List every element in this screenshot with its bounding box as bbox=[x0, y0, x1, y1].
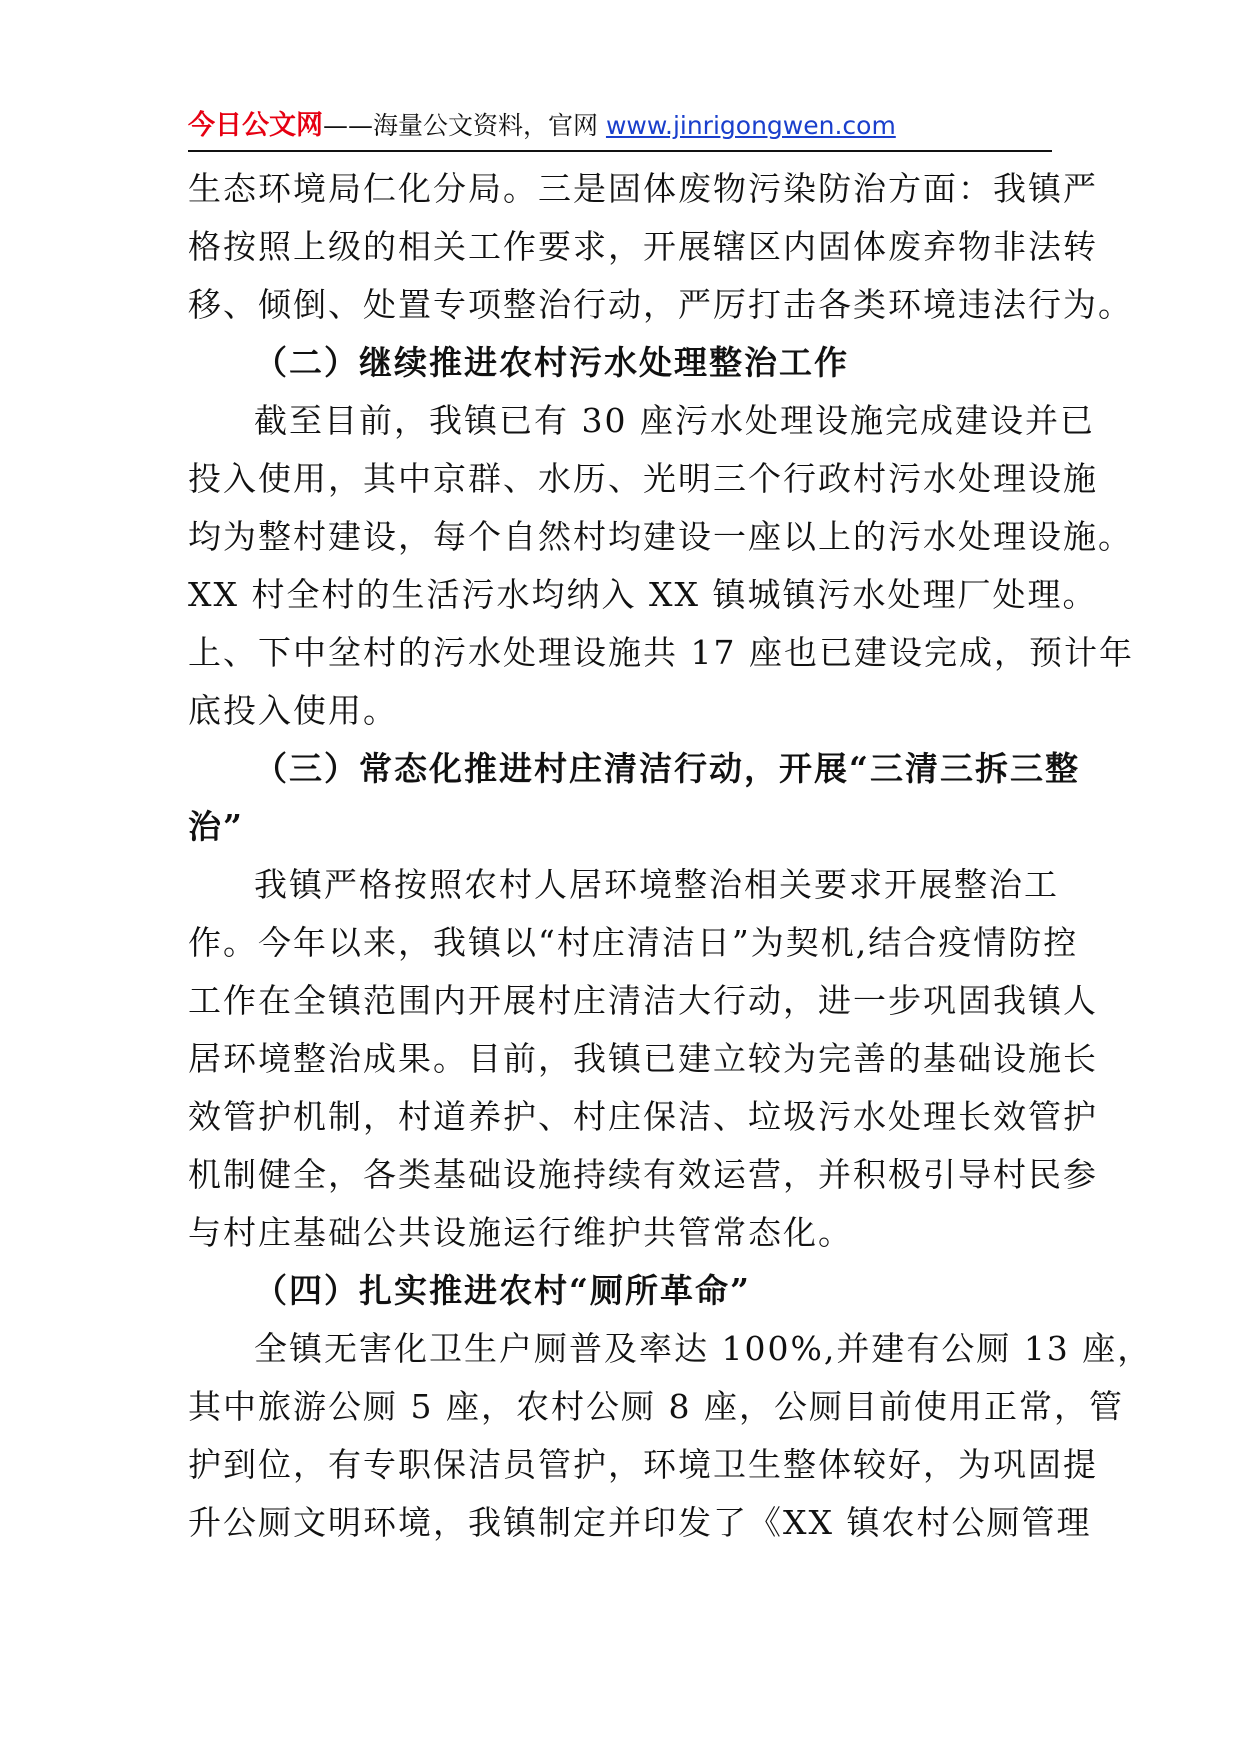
section-heading-3-cont: 治” bbox=[188, 807, 244, 846]
text-line: 作。今年以来，我镇以“村庄清洁日”为契机,结合疫情防控 bbox=[188, 923, 1079, 962]
header-separator: —— bbox=[323, 111, 373, 140]
text-line: 投入使用，其中京群、水历、光明三个行政村污水处理设施 bbox=[188, 459, 1098, 498]
text-line: 效管护机制，村道养护、村庄保洁、垃圾污水处理长效管护 bbox=[188, 1097, 1098, 1136]
document-body bbox=[188, 160, 1153, 1552]
section-heading-3: （三）常态化推进村庄清洁行动，开展“三清三拆三整 bbox=[254, 749, 1080, 788]
text-line: 上、下中坌村的污水处理设施共 17 座也已建设完成，预计年 bbox=[188, 633, 1134, 672]
text-line: 与村庄基础公共设施运行维护共管常态化。 bbox=[188, 1213, 853, 1252]
text-line: 工作在全镇范围内开展村庄清洁大行动，进一步巩固我镇人 bbox=[188, 981, 1098, 1020]
text-line: 我镇严格按照农村人居环境整治相关要求开展整治工 bbox=[254, 865, 1059, 904]
site-url-link[interactable]: www.jinrigongwen.com bbox=[605, 111, 896, 140]
header-divider bbox=[188, 150, 1052, 152]
section-heading-4: （四）扎实推进农村“厕所革命” bbox=[254, 1271, 751, 1310]
text-line: XX 村全村的生活污水均纳入 XX 镇城镇污水处理厂处理。 bbox=[188, 575, 1098, 614]
text-line: 截至目前，我镇已有 30 座污水处理设施完成建设并已 bbox=[254, 401, 1095, 440]
section-heading-2: （二）继续推进农村污水处理整治工作 bbox=[254, 343, 849, 382]
site-brand: 今日公文网 bbox=[188, 110, 323, 141]
text-line: 其中旅游公厕 5 座，农村公厕 8 座，公厕目前使用正常，管 bbox=[188, 1387, 1124, 1426]
text-line: 底投入使用。 bbox=[188, 691, 398, 730]
text-line: 居环境整治成果。目前，我镇已建立较为完善的基础设施长 bbox=[188, 1039, 1098, 1078]
text-line: 均为整村建设，每个自然村均建设一座以上的污水处理设施。 bbox=[188, 517, 1133, 556]
text-line: 全镇无害化卫生户厕普及率达 100%,并建有公厕 13 座， bbox=[254, 1329, 1153, 1368]
text-line: 护到位，有专职保洁员管护，环境卫生整体较好，为巩固提 bbox=[188, 1445, 1098, 1484]
page-header bbox=[188, 108, 1052, 152]
header-tagline: 海量公文资料，官网 bbox=[373, 111, 606, 140]
text-line: 移、倾倒、处置专项整治行动，严厉打击各类环境违法行为。 bbox=[188, 285, 1133, 324]
text-line: 生态环境局仁化分局。三是固体废物污染防治方面：我镇严 bbox=[188, 169, 1098, 208]
text-line: 机制健全，各类基础设施持续有效运营，并积极引导村民参 bbox=[188, 1155, 1098, 1194]
text-line: 升公厕文明环境，我镇制定并印发了《XX 镇农村公厕管理 bbox=[188, 1503, 1092, 1542]
text-line: 格按照上级的相关工作要求，开展辖区内固体废弃物非法转 bbox=[188, 227, 1098, 266]
